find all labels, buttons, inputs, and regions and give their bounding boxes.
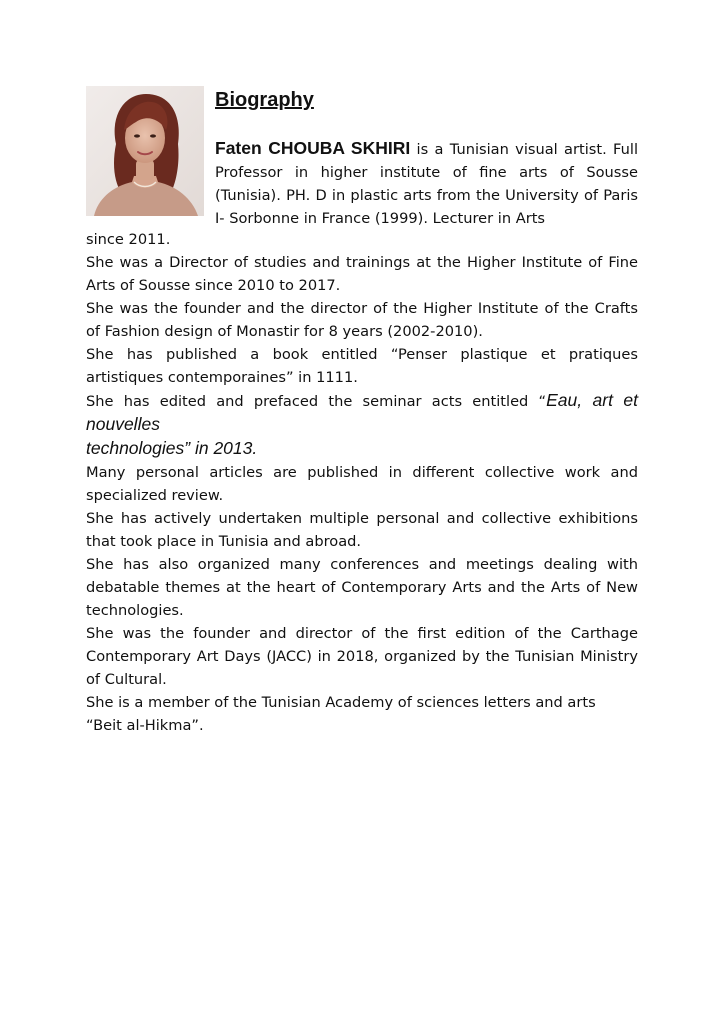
artist-name: Faten CHOUBA SKHIRI — [215, 138, 411, 158]
paragraph-conferences: She has also organized many conferences and meetings dealing with debatable themes at the heart of Contemporary Arts and the Arts of New technologies. — [86, 556, 638, 619]
intro-paragraph — [215, 137, 638, 230]
biography-body — [86, 228, 638, 737]
paragraph-director-studies: She was a Director of studies and trainings at the Higher Institute of Fine Arts of Sousse since 2010 to 2017. — [86, 254, 638, 294]
paragraph-founder-fashion: She was the founder and the director of the Higher Institute of the Crafts of Fashion design of Monastir for 8 years (2002-2010). — [86, 300, 638, 340]
seminar-title-line1: Eau, art et nouvelles — [86, 390, 638, 434]
academy-line2: “Beit al-Hikma”. — [86, 717, 204, 734]
paragraph-seminar-acts — [86, 389, 638, 461]
biography-heading: Biography — [215, 89, 314, 111]
paragraph-exhibitions: She has actively undertaken multiple personal and collective exhibitions that took place in Tunisia and abroad. — [86, 510, 638, 550]
paragraph-jacc: She was the founder and director of the first edition of the Carthage Contemporary Art Days (JACC) in 2018, organized by the Tunisian Ministry of Cultural. — [86, 625, 638, 688]
portrait-photo — [86, 86, 204, 216]
seminar-lead-text: She has edited and prefaced the seminar acts entitled “ — [86, 393, 547, 410]
intro-continuation: since 2011. — [86, 231, 171, 248]
academy-line1: She is a member of the Tunisian Academy of sciences letters and arts — [86, 694, 596, 711]
seminar-title-line2: technologies” in 2013. — [86, 438, 258, 458]
intro-text: is a Tunisian visual artist. Full Professor in higher institute of fine arts of Sousse (Tunisia). PH. D in plastic arts from the University of Paris I- Sorbonne in France (1999). Lecturer in Arts — [215, 141, 639, 227]
paragraph-book: She has published a book entitled “Penser plastique et pratiques artistiques contemporaines” in 1111. — [86, 346, 638, 386]
paragraph-articles: Many personal articles are published in different collective work and specialized review. — [86, 464, 638, 504]
paragraph-academy — [86, 691, 638, 737]
